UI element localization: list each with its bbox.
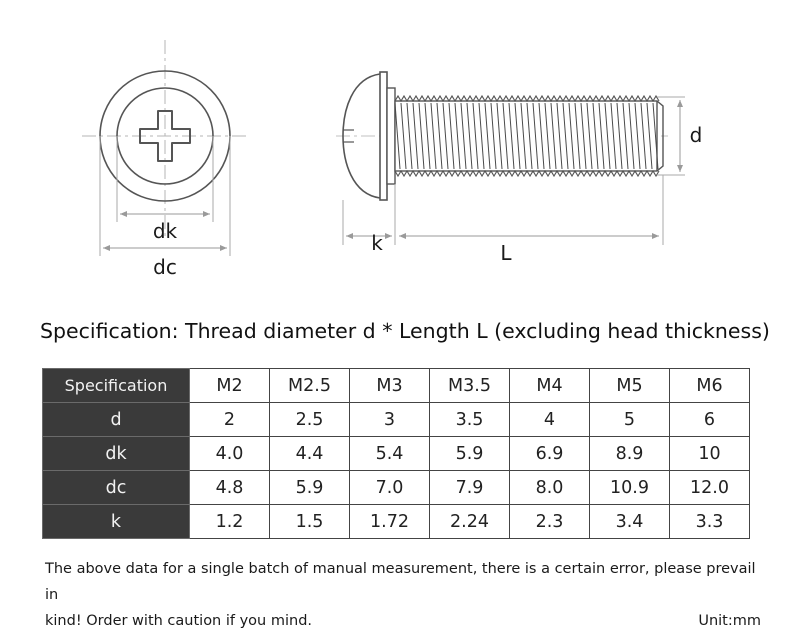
table-cell: 4.0 xyxy=(190,437,270,471)
table-cell: 4.4 xyxy=(270,437,350,471)
column-header: M2 xyxy=(190,369,270,403)
table-cell: 1.5 xyxy=(270,505,350,539)
screw-side-view xyxy=(336,72,702,265)
table-header-row xyxy=(43,369,750,403)
k-label: k xyxy=(371,231,383,255)
column-header: M2.5 xyxy=(270,369,350,403)
thread-crest-top xyxy=(395,96,659,101)
table-cell: 2.3 xyxy=(510,505,590,539)
table-row xyxy=(43,505,750,539)
table-cell: 6 xyxy=(670,403,750,437)
column-header: M3 xyxy=(350,369,430,403)
flange-step xyxy=(387,88,395,184)
head-top-view xyxy=(82,40,250,279)
table-cell: 2 xyxy=(190,403,270,437)
row-header: d xyxy=(43,403,190,437)
washer-flange xyxy=(380,72,387,200)
note-line-1: The above data for a single batch of manual measurement, there is a certain error, please prevail in xyxy=(45,561,756,603)
table-cell: 3.3 xyxy=(670,505,750,539)
table-cell: 3.5 xyxy=(430,403,510,437)
table-cell: 4 xyxy=(510,403,590,437)
table-cell: 7.0 xyxy=(350,471,430,505)
table-cell: 10 xyxy=(670,437,750,471)
row-header: k xyxy=(43,505,190,539)
table-cell: 1.72 xyxy=(350,505,430,539)
table-cell: 10.9 xyxy=(590,471,670,505)
note-line-2: kind! Order with caution if you mind. xyxy=(45,613,313,629)
measurement-note xyxy=(45,556,761,634)
table-cell: 12.0 xyxy=(670,471,750,505)
table-cell: 1.2 xyxy=(190,505,270,539)
column-header: M5 xyxy=(590,369,670,403)
table-cell: 8.0 xyxy=(510,471,590,505)
specification-table xyxy=(42,368,750,539)
table-cell: 8.9 xyxy=(590,437,670,471)
table-cell: 7.9 xyxy=(430,471,510,505)
dc-label: dc xyxy=(153,255,177,279)
specification-caption: Specification: Thread diameter d * Length L (excluding head thickness) xyxy=(40,319,770,343)
table-cell: 5 xyxy=(590,403,670,437)
d-label: d xyxy=(689,123,703,147)
table-cell: 3.4 xyxy=(590,505,670,539)
unit-label: Unit:mm xyxy=(698,613,761,629)
screw-dimension-diagram xyxy=(0,0,790,300)
dk-label: dk xyxy=(152,219,178,243)
table-cell: 5.9 xyxy=(270,471,350,505)
table-cell: 4.8 xyxy=(190,471,270,505)
table-cell: 2.24 xyxy=(430,505,510,539)
row-header: dc xyxy=(43,471,190,505)
table-row xyxy=(43,437,750,471)
table-cell: 5.4 xyxy=(350,437,430,471)
table-row xyxy=(43,471,750,505)
table-cell: 6.9 xyxy=(510,437,590,471)
column-header: M4 xyxy=(510,369,590,403)
table-row xyxy=(43,403,750,437)
L-label: L xyxy=(500,241,512,265)
thread-crest-bottom xyxy=(395,171,659,176)
table-cell: 3 xyxy=(350,403,430,437)
table-cell: 5.9 xyxy=(430,437,510,471)
column-header: M6 xyxy=(670,369,750,403)
column-header: M3.5 xyxy=(430,369,510,403)
row-header: dk xyxy=(43,437,190,471)
table-cell: 2.5 xyxy=(270,403,350,437)
table-corner-header: Specification xyxy=(43,369,190,403)
